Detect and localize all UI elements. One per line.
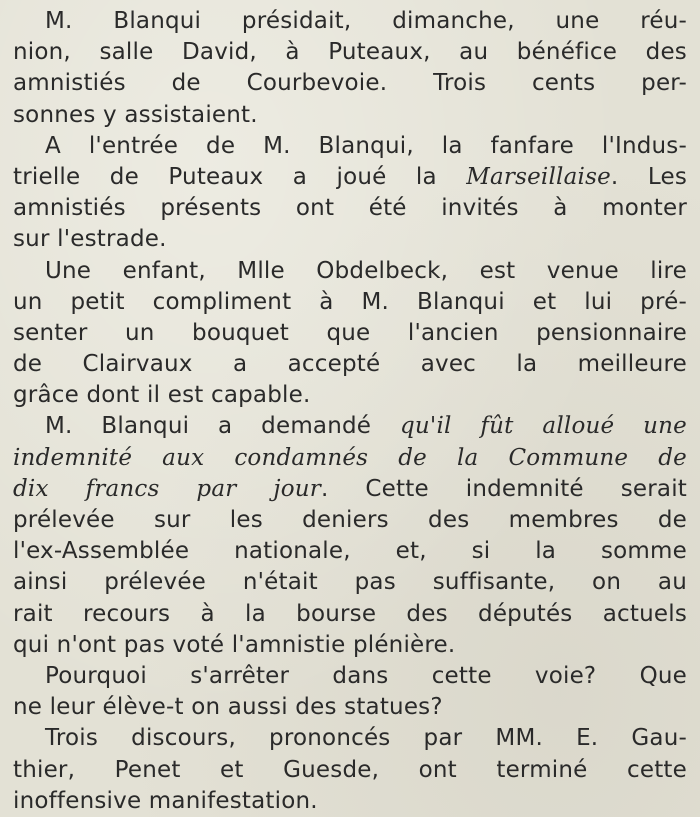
text-segment: qui n'ont pas voté l'amnistie plénière. (13, 631, 456, 658)
text-line (13, 256, 687, 287)
text-segment: sonnes y assistaient. (13, 101, 258, 128)
text-segment: Une enfant, Mlle Obdelbeck, est venue lire (45, 257, 687, 284)
text-line (13, 318, 687, 349)
text-segment: ne leur élève-t on aussi des statues? (13, 694, 443, 721)
text-segment: M. Blanqui présidait, dimanche, une réu- (45, 8, 687, 34)
text-line (13, 630, 687, 661)
text-segment: . Cette indemnité serait (320, 475, 688, 502)
italic-text-segment: indemnité aux condamnés de la Commune de (13, 444, 687, 471)
text-segment: A l'entrée de M. Blanqui, la fanfare l'Indus- (45, 132, 687, 159)
text-line (13, 193, 687, 224)
text-segment: M. Blanqui a demandé (45, 413, 400, 440)
text-line (13, 68, 687, 99)
italic-text-segment: dix francs par jour (13, 475, 321, 502)
article-body (13, 6, 687, 817)
text-line (13, 224, 687, 255)
text-line (13, 786, 687, 817)
text-segment: amnistiés présents ont été invités à monter (13, 195, 687, 222)
text-segment: de Clairvaux a accepté avec la meilleure (13, 351, 687, 378)
text-line (13, 349, 687, 380)
text-line (13, 536, 687, 567)
italic-text-segment: Marseillaise (466, 163, 611, 190)
text-segment: inoffensive manifestation. (13, 787, 318, 814)
italic-text-segment: qu'il fût alloué une (400, 413, 687, 440)
text-line (13, 692, 687, 723)
text-segment: nion, salle David, à Puteaux, au bénéfice des (13, 39, 687, 66)
text-line (13, 411, 687, 442)
text-segment: rait recours à la bourse des députés actuels (13, 600, 687, 627)
text-line (13, 162, 687, 193)
text-line (13, 131, 687, 162)
text-line (13, 474, 687, 505)
text-line (13, 755, 687, 786)
text-line (13, 599, 687, 630)
text-segment: Pourquoi s'arrêter dans cette voie? Que (45, 662, 687, 689)
text-line (13, 723, 687, 754)
text-line (13, 661, 687, 692)
text-line (13, 505, 687, 536)
text-segment: Trois discours, prononcés par MM. E. Gau- (45, 725, 687, 752)
text-segment: amnistiés de Courbevoie. Trois cents per- (13, 70, 687, 97)
text-segment: sur l'estrade. (13, 226, 167, 253)
text-line (13, 37, 687, 68)
text-segment: prélevée sur les deniers des membres de (13, 507, 687, 533)
text-line (13, 567, 687, 598)
text-line (13, 100, 687, 131)
text-segment: grâce dont il est capable. (13, 382, 311, 409)
text-segment: ainsi prélevée n'était pas suffisante, on au (13, 569, 687, 596)
text-segment: senter un bouquet que l'ancien pensionnaire (13, 319, 687, 346)
text-segment: thier, Penet et Guesde, ont terminé cette (13, 756, 687, 783)
text-segment: un petit compliment à M. Blanqui et lui pré- (13, 288, 687, 315)
text-segment: l'ex-Assemblée nationale, et, si la somme (13, 538, 687, 565)
text-line (13, 443, 687, 474)
text-line (13, 6, 687, 37)
text-segment: trielle de Puteaux a joué la (13, 163, 467, 190)
text-line (13, 287, 687, 318)
text-segment: . Les (610, 163, 687, 190)
text-line (13, 380, 687, 411)
